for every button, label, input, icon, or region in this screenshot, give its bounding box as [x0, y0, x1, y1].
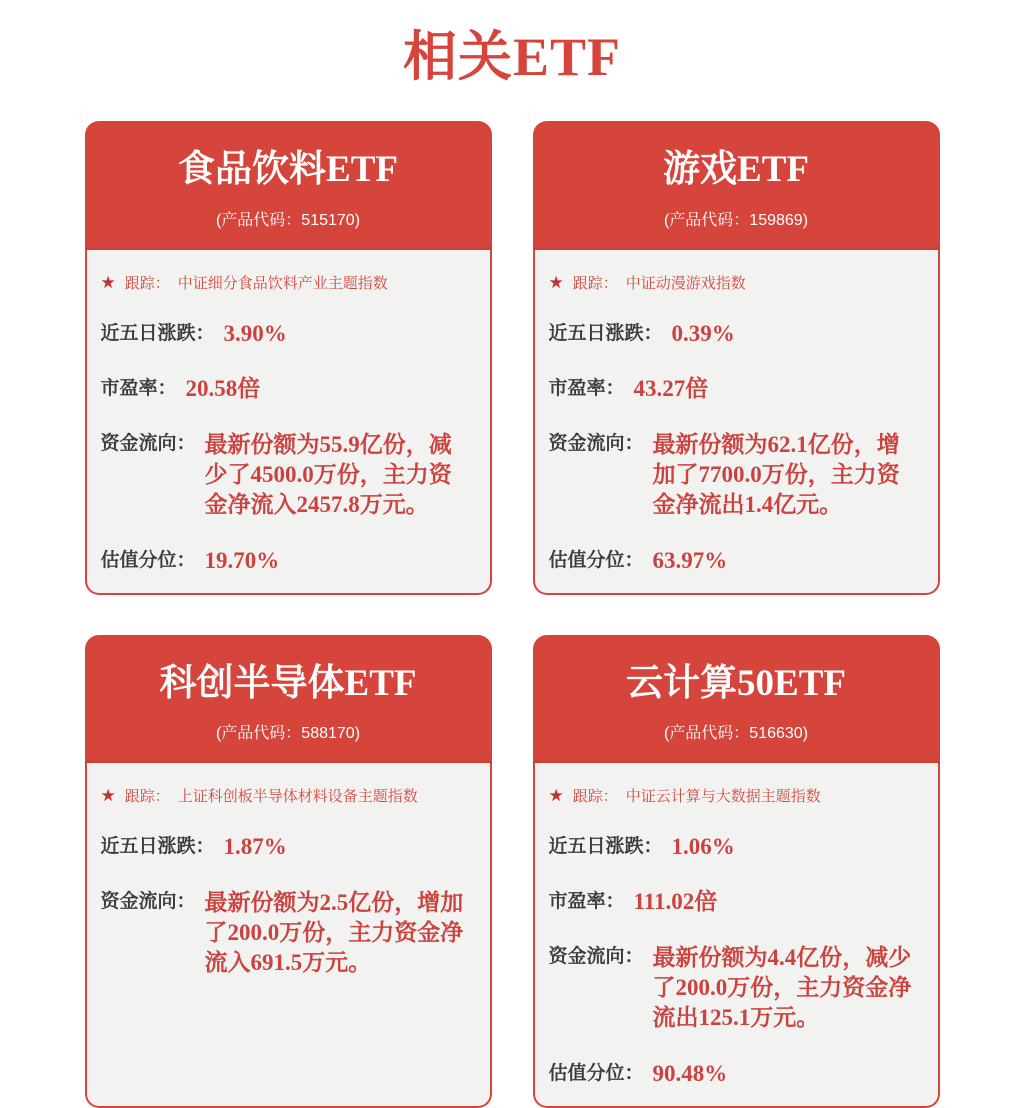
five-day-change-row — [549, 320, 922, 348]
valuation-label: 估值分位： — [548, 1063, 644, 1085]
pe-ratio-label: 市盈率： — [548, 891, 625, 913]
five-day-change-label: 近五日涨跌： — [548, 836, 663, 858]
card-title-cn: 云计算 — [626, 661, 738, 703]
five-day-change-label: 近五日涨跌： — [100, 836, 215, 858]
five-day-change-value: 1.87% — [223, 834, 287, 860]
card-title-latin: ETF — [326, 149, 398, 190]
card-header — [85, 635, 492, 764]
card-body — [85, 250, 492, 595]
fund-flow-label: 资金流向： — [548, 946, 644, 968]
valuation-row — [101, 547, 474, 575]
page-title — [0, 14, 1024, 91]
star-icon: ★ — [100, 272, 116, 292]
page-title-latin: ETF — [512, 27, 622, 87]
star-icon: ★ — [100, 786, 116, 806]
fund-flow-value: 最新份额为55.9亿份，减少了4500.0万份，主力资金净流入2457.8万元。 — [204, 431, 452, 517]
card-title — [95, 663, 482, 705]
etf-card — [85, 121, 492, 595]
five-day-change-label: 近五日涨跌： — [100, 322, 215, 344]
fund-flow-row — [549, 943, 922, 1033]
card-product-code: (产品代码：515170) — [215, 211, 361, 229]
card-title-latin: ETF — [737, 149, 809, 190]
tracking-index: 中证细分食品饮料产业主题指数 — [177, 274, 388, 292]
tracking-label: 跟踪： — [572, 788, 618, 806]
etf-card — [85, 635, 492, 1108]
fund-flow-label: 资金流向： — [100, 891, 196, 913]
card-product-code: (产品代码：516630) — [663, 725, 809, 743]
tracking-label: 跟踪： — [124, 274, 170, 292]
tracking-row — [549, 272, 922, 293]
five-day-change-value: 3.90% — [223, 320, 287, 346]
pe-ratio-row — [101, 375, 474, 403]
valuation-value: 90.48% — [652, 1061, 728, 1087]
card-title — [543, 663, 930, 705]
pe-ratio-row — [549, 888, 922, 916]
pe-ratio-value: 111.02倍 — [633, 889, 718, 915]
valuation-label: 估值分位： — [548, 549, 644, 571]
valuation-row — [549, 547, 922, 575]
fund-flow-value: 最新份额为2.5亿份，增加了200.0万份，主力资金净流入691.5万元。 — [204, 890, 464, 976]
tracking-index: 中证动漫游戏指数 — [625, 274, 746, 292]
tracking-label: 跟踪： — [572, 274, 618, 292]
star-icon: ★ — [548, 786, 564, 806]
card-header — [533, 121, 940, 250]
card-title-latin: ETF — [344, 662, 417, 704]
card-title-cn: 游戏 — [663, 148, 738, 189]
card-title-cn: 科创半导体 — [159, 661, 345, 703]
star-icon: ★ — [548, 272, 564, 292]
pe-ratio-value: 43.27倍 — [633, 375, 709, 401]
card-title — [95, 149, 482, 191]
tracking-label: 跟踪： — [124, 788, 170, 806]
fund-flow-value: 最新份额为4.4亿份，减少了200.0万份，主力资金净流出125.1万元。 — [652, 945, 912, 1031]
fund-flow-label: 资金流向： — [548, 432, 644, 454]
etf-card — [533, 121, 940, 595]
valuation-value: 19.70% — [204, 547, 280, 573]
etf-card — [533, 635, 940, 1108]
tracking-index: 中证云计算与大数据主题指数 — [625, 788, 821, 806]
card-title — [543, 149, 930, 191]
pe-ratio-value: 20.58倍 — [185, 375, 261, 401]
card-product-code: (产品代码：159869) — [663, 211, 809, 229]
fund-flow-row — [549, 430, 922, 520]
card-body — [533, 763, 940, 1108]
valuation-value: 63.97% — [652, 547, 728, 573]
five-day-change-row — [549, 833, 922, 861]
fund-flow-label: 资金流向： — [100, 432, 196, 454]
pe-ratio-label: 市盈率： — [100, 377, 177, 399]
fund-flow-value: 最新份额为62.1亿份，增加了7700.0万份，主力资金净流出1.4亿元。 — [652, 431, 900, 517]
five-day-change-value: 0.39% — [671, 320, 735, 346]
valuation-label: 估值分位： — [100, 549, 196, 571]
card-title-cn: 食品饮料 — [178, 148, 327, 189]
card-title-latin: 50ETF — [737, 662, 846, 704]
fund-flow-row — [101, 888, 474, 978]
five-day-change-row — [101, 833, 474, 861]
pe-ratio-label: 市盈率： — [548, 377, 625, 399]
card-header — [85, 121, 492, 250]
tracking-row — [549, 785, 922, 806]
pe-ratio-row — [549, 375, 922, 403]
tracking-index: 上证科创板半导体材料设备主题指数 — [177, 788, 418, 806]
tracking-row — [101, 272, 474, 293]
five-day-change-value: 1.06% — [671, 834, 735, 860]
five-day-change-row — [101, 320, 474, 348]
fund-flow-row — [101, 430, 474, 520]
card-body — [85, 763, 492, 1108]
card-header — [533, 635, 940, 764]
card-product-code: (产品代码：588170) — [215, 725, 361, 743]
card-body — [533, 250, 940, 595]
five-day-change-label: 近五日涨跌： — [548, 322, 663, 344]
etf-cards-grid — [85, 121, 940, 1108]
page-title-cn: 相关 — [402, 27, 513, 87]
tracking-row — [101, 785, 474, 806]
valuation-row — [549, 1060, 922, 1088]
